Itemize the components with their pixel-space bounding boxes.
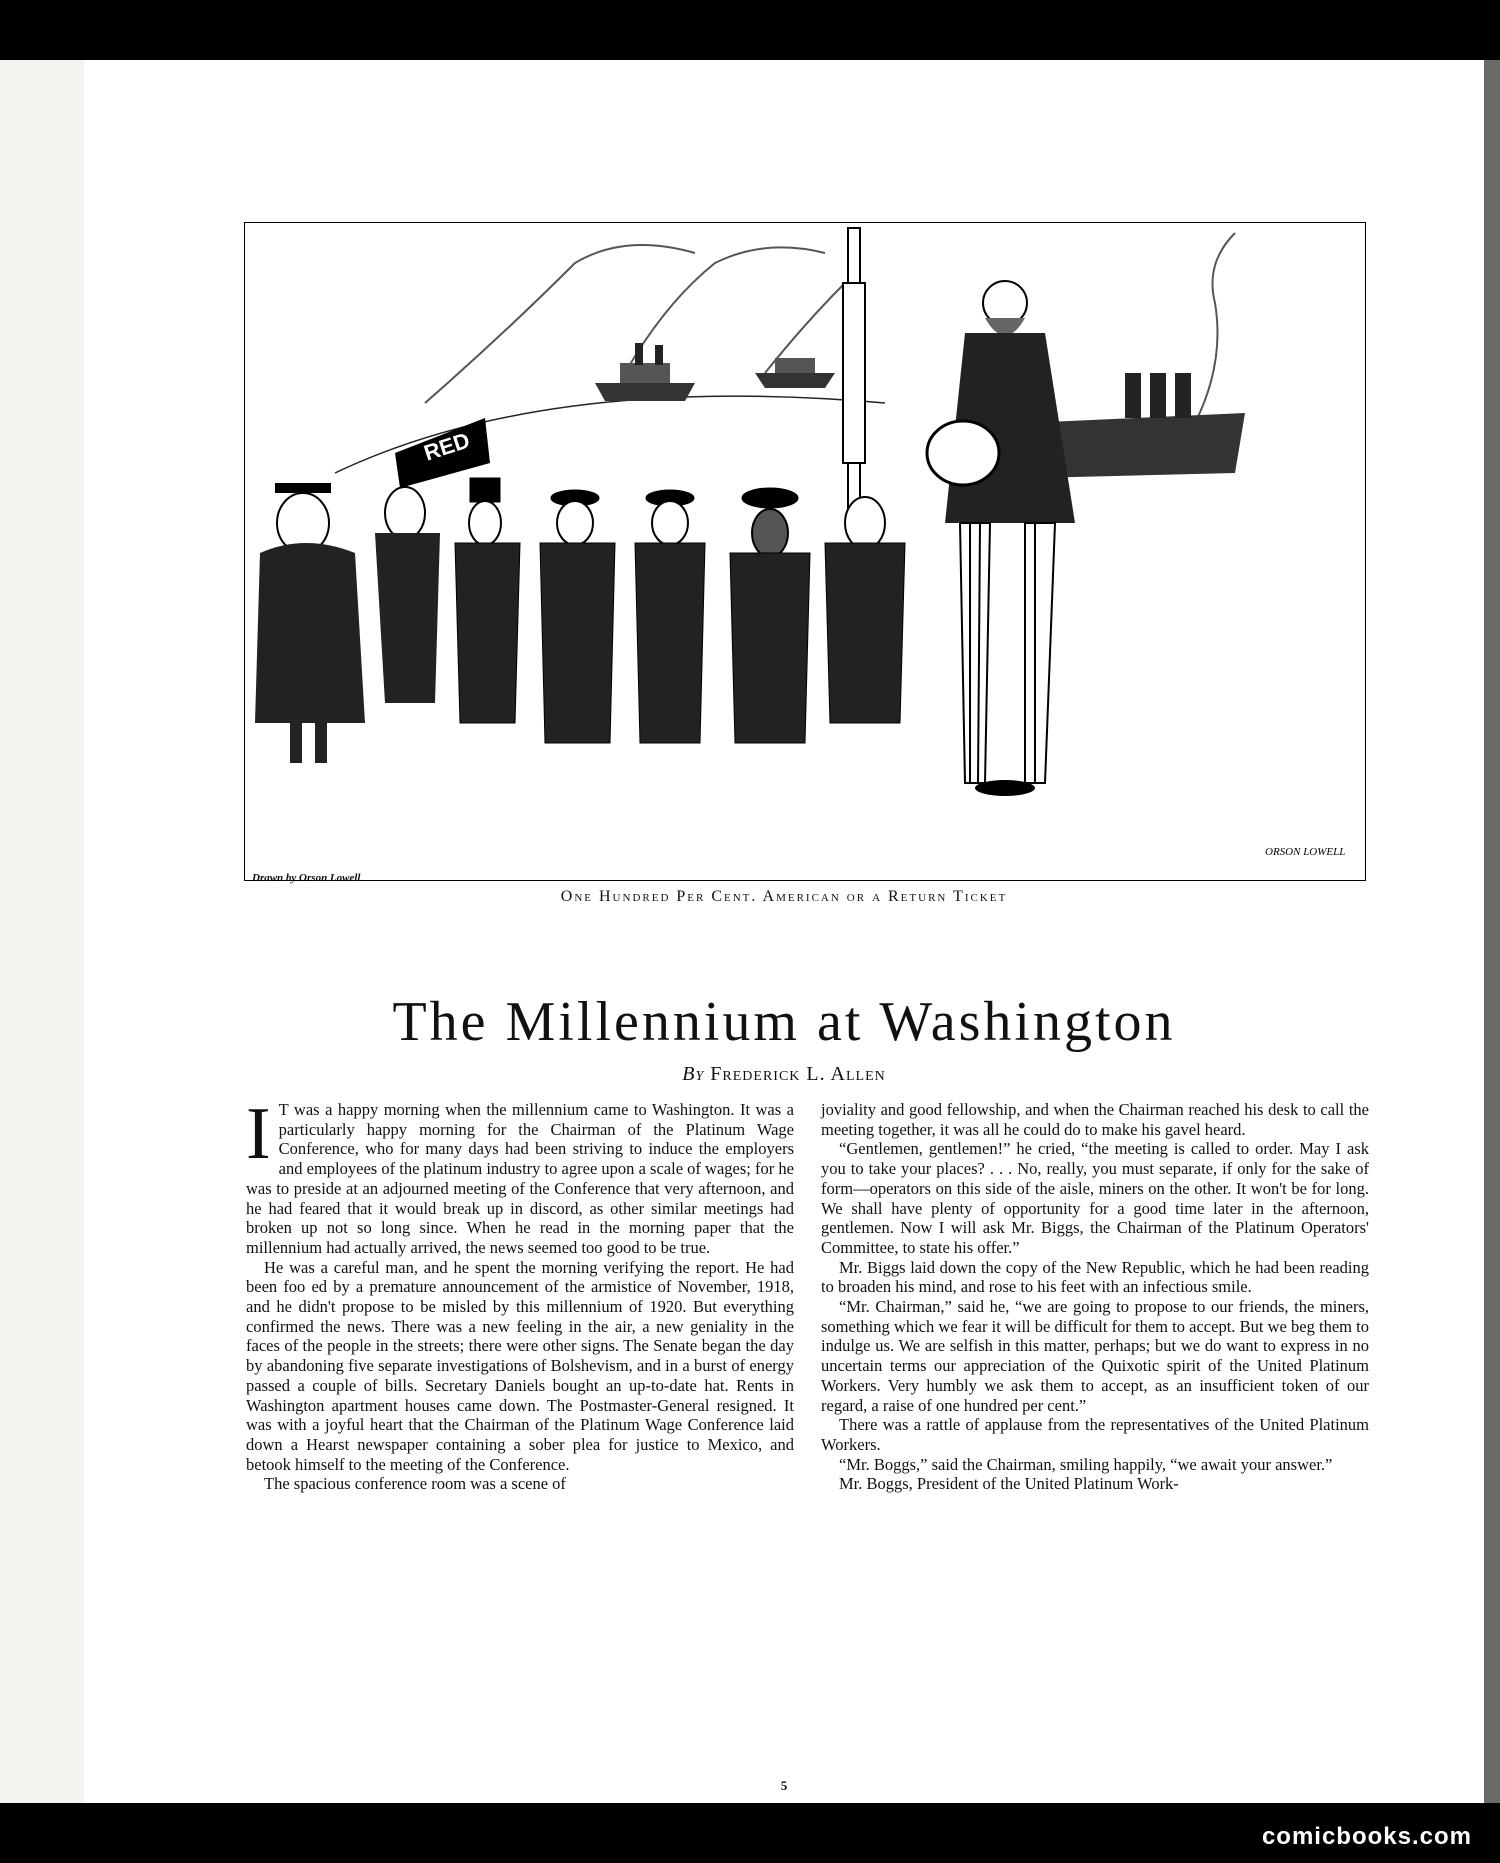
left-page-spine xyxy=(0,60,84,1803)
drop-cap: I xyxy=(246,1093,271,1175)
figure-lineup xyxy=(255,418,905,763)
illustration-credit: Drawn by Orson Lowell xyxy=(252,872,361,884)
column-right xyxy=(821,1100,1369,1494)
page-edge xyxy=(1484,60,1500,1803)
paragraph: “Mr. Boggs,” said the Chairman, smiling happily, “we await your answer.” xyxy=(839,1454,1333,1474)
byline-author: Frederick L. Allen xyxy=(710,1063,886,1085)
paragraph: He was a careful man, and he spent the morning verifying the report. He had been foo ed by a premature announcement of the armistice of November, 1918, and he didn't propose to be misled by this millennium of 1920. But everything confirmed the news. There was a new feeling in the air, a new geniality in the faces of the people in the streets; there were other signs. The Senate began the day by abandoning five separate investigations of Bolshevism, and in a burst of energy passed a couple of bills. Secretary Daniels bought an up-to-date hat. Rents in Washington apartment houses came down. The Postmaster-General resigned. It was with a joyful heart that the Chairman of the Platinum Wage Conference laid down a Hearst newspaper containing a sober plea for justice to Mexico, and betook himself to the meeting of the Conference. xyxy=(246,1257,794,1474)
column-left xyxy=(246,1093,794,1494)
paragraph: I T was a happy morning when the millennium came to Washington. It was a particularly happy morning for the Chairman of the Platinum Wage Conference, who for many days had been striving to induce the employers and employees of the platinum industry to agree upon a scale of wages; for he was to preside at an adjourned meeting of the Conference that very afternoon, and he had feared that it would break up in discord, as other similar meetings had broken up not so long since. When he read in the morning paper that the millennium had actually arrived, the news seemed too good to be true. xyxy=(246,1093,794,1257)
paragraph: “Mr. Chairman,” said he, “we are going to propose to our friends, the miners, something which we fear it will be difficult for them to accept. But we beg them to indulge us. We are selfish in this matter, perhaps; but we do want to express in no uncertain terms our appreciation of the Quixotic spirit of the United Platinum Workers. Very humbly we ask them to accept, as an insufficient token of our regard, a raise of one hundred per cent.” xyxy=(821,1297,1369,1415)
steamship-1 xyxy=(595,343,695,401)
article-title: The Millennium at Washington xyxy=(392,991,1176,1053)
paragraph: Mr. Biggs laid down the copy of the New Republic, which he had been reading to broaden his mind, and rose to his feet with an infectious smile. xyxy=(821,1257,1369,1297)
paragraph: The spacious conference room was a scene of xyxy=(264,1474,566,1494)
paragraph: joviality and good fellowship, and when the Chairman reached his desk to call the meeting together, it was all he could do to make his gavel heard. xyxy=(821,1100,1369,1139)
steamship-2 xyxy=(755,358,835,388)
paragraph: “Gentlemen, gentlemen!” he cried, “the meeting is called to order. May I ask you to take your places? . . . No, really, you must separate, if only for the sake of form—operators on this side of the aisle, miners on the other. It won't be for long. We shall have plenty of opportunity for a good time later in the afternoon, gentlemen. Now I will ask Mr. Biggs, the Chairman of the Platinum Operators' Committee, to state his offer.” xyxy=(821,1139,1369,1257)
illustration-caption: One Hundred Per Cent. American or a Return Ticket xyxy=(560,888,1008,905)
artist-signature: ORSON LOWELL xyxy=(1265,846,1346,858)
paragraph: Mr. Boggs, President of the United Platinum Work- xyxy=(839,1474,1179,1494)
page-number: 5 xyxy=(780,1778,788,1793)
magazine-page xyxy=(84,60,1484,1803)
red-banner-text: RED xyxy=(420,427,473,466)
cartoon-illustration xyxy=(244,222,1366,881)
byline xyxy=(84,1063,1484,1086)
paragraph: There was a rattle of applause from the representatives of the United Platinum Workers. xyxy=(821,1415,1369,1454)
byline-by: By xyxy=(682,1063,705,1085)
site-watermark: comicbooks.com xyxy=(1261,1823,1472,1850)
